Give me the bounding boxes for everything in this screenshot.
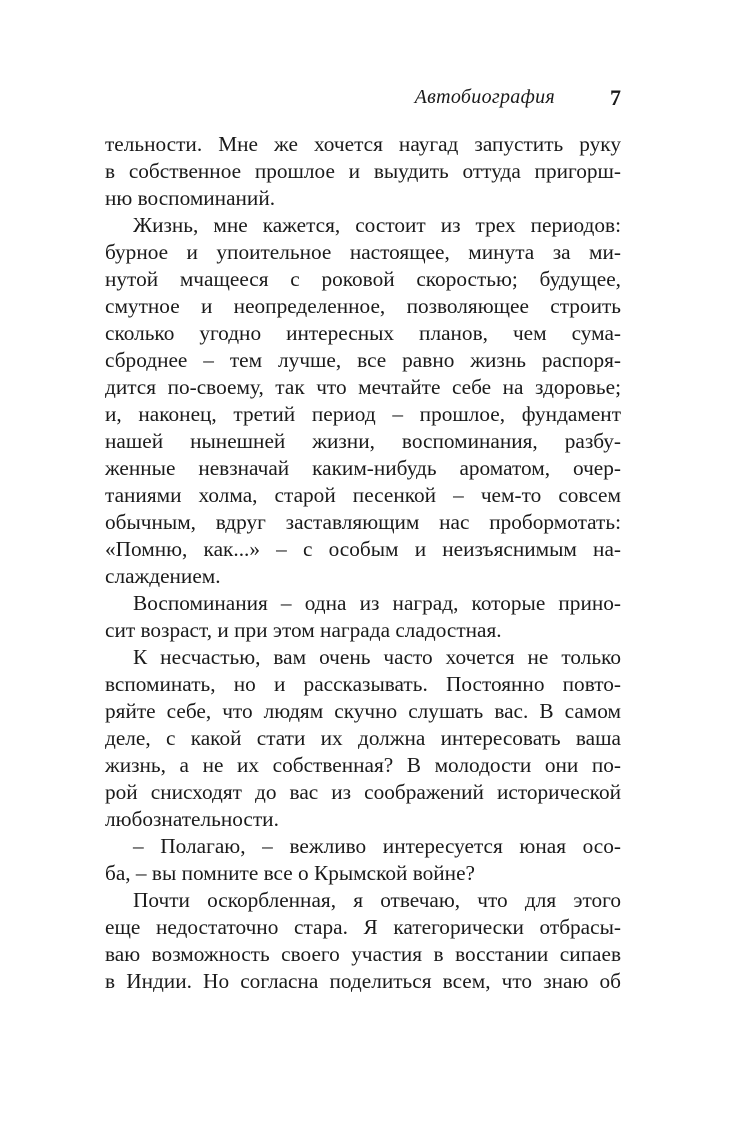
body-text bbox=[105, 131, 621, 995]
text-line: нутой мчащееся с роковой скоростью; будущее, bbox=[105, 267, 621, 291]
text-line: женные невзначай каким-нибудь ароматом, очер- bbox=[105, 456, 621, 480]
running-title: Автобиография bbox=[414, 86, 555, 108]
text-line: в собственное прошлое и выудить оттуда пригорш- bbox=[105, 159, 621, 183]
page-number: 7 bbox=[610, 85, 621, 110]
text-line: Жизнь, мне кажется, состоит из трех периодов: bbox=[133, 213, 621, 237]
text-line: ню воспоминаний. bbox=[105, 186, 276, 210]
text-line: «Помню, как...» – с особым и неизъяснимым на- bbox=[105, 537, 621, 561]
text-line: и, наконец, третий период – прошлое, фундамент bbox=[105, 402, 621, 426]
text-line: обычным, вдруг заставляющим нас пробормотать: bbox=[105, 510, 621, 534]
text-line: таниями холма, старой песенкой – чем-то совсем bbox=[105, 483, 621, 507]
text-line: вспоминать, но и рассказывать. Постоянно повто- bbox=[105, 672, 621, 696]
text-line: – Полагаю, – вежливо интересуется юная осо- bbox=[133, 834, 621, 858]
text-line: ваю возможность своего участия в восстании сипаев bbox=[105, 942, 621, 966]
text-line: нашей нынешней жизни, воспоминания, разбу- bbox=[105, 429, 621, 453]
text-line: жизнь, а не их собственная? В молодости они по- bbox=[105, 753, 621, 777]
text-line: тельности. Мне же хочется наугад запустить руку bbox=[105, 132, 621, 156]
text-line: слаждением. bbox=[105, 564, 221, 588]
text-line: рой снисходят до вас из соображений исторической bbox=[105, 780, 621, 804]
text-line: дится по-своему, так что мечтайте себе на здоровье; bbox=[105, 375, 621, 399]
text-line: сколько угодно интересных планов, чем сума- bbox=[105, 321, 621, 345]
text-line: ряйте себе, что людям скучно слушать вас. В самом bbox=[105, 699, 621, 723]
page-header bbox=[105, 86, 621, 116]
text-line: сит возраст, и при этом награда сладостная. bbox=[105, 618, 502, 642]
text-line: Почти оскорбленная, я отвечаю, что для этого bbox=[133, 888, 621, 912]
text-line: Воспоминания – одна из наград, которые прино- bbox=[133, 591, 621, 615]
text-line: деле, с какой стати их должна интересовать ваша bbox=[105, 726, 621, 750]
text-line: еще недостаточно стара. Я категорически отбрасы- bbox=[105, 915, 621, 939]
text-line: бурное и упоительное настоящее, минута за ми- bbox=[105, 240, 621, 264]
text-line: любознательности. bbox=[105, 807, 279, 831]
text-line: в Индии. Но согласна поделиться всем, что знаю об bbox=[105, 969, 621, 993]
text-line: смутное и неопределенное, позволяющее строить bbox=[105, 294, 621, 318]
text-line: сброднее – тем лучше, все равно жизнь распоря- bbox=[105, 348, 621, 372]
text-line: ба, – вы помните все о Крымской войне? bbox=[105, 861, 475, 885]
text-line: К несчастью, вам очень часто хочется не только bbox=[133, 645, 621, 669]
